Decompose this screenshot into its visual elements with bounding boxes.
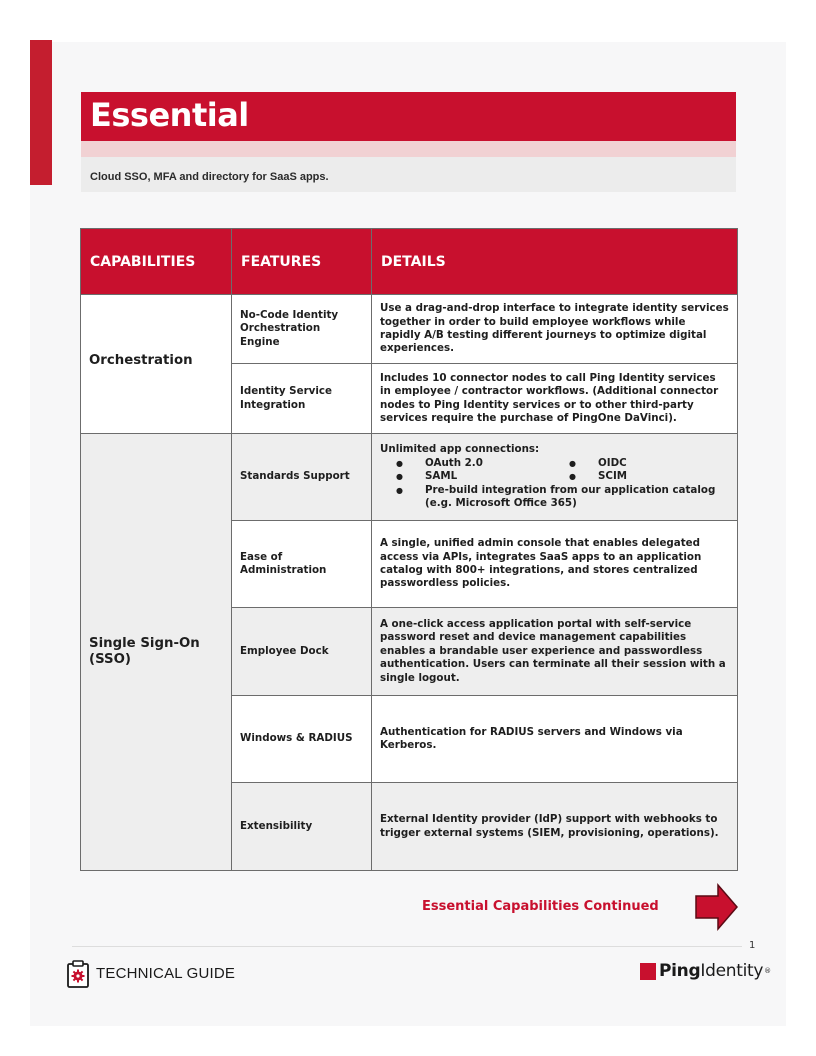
footer-divider xyxy=(72,946,742,947)
bullet-catalog: ● Pre-build integration from our application catalog (e.g. Microsoft Office 365) xyxy=(380,484,729,511)
feature-cell: Standards Support xyxy=(232,434,372,521)
continue-link[interactable]: Essential Capabilities Continued xyxy=(422,899,659,914)
feature-label: Ease of Administration xyxy=(240,550,327,576)
capability-cell xyxy=(81,295,232,434)
header-details: DETAILS xyxy=(372,229,738,295)
feature-cell: Extensibility xyxy=(232,783,372,871)
header-features: FEATURES xyxy=(232,229,372,295)
bullet-row xyxy=(380,470,729,483)
feature-cell: Windows & RADIUS xyxy=(232,696,372,783)
details-cell: Use a drag-and-drop interface to integrate identity services together in order to build employee workflows while rapidly A/B testing different journeys to optimize digital experiences. xyxy=(372,295,738,364)
feature-cell: No-Code Identity Orchestration Engine xyxy=(232,295,372,364)
feature-cell: Employee Dock xyxy=(232,608,372,696)
side-accent-bar xyxy=(30,40,52,185)
capability-cell xyxy=(81,434,232,871)
bullet-oauth: ● OAuth 2.0 xyxy=(380,457,569,470)
capability-label: Orchestration xyxy=(89,353,193,368)
feature-cell xyxy=(232,521,372,608)
header-capabilities: CAPABILITIES xyxy=(81,229,232,295)
right-arrow-icon[interactable] xyxy=(694,882,740,932)
ping-identity-logo xyxy=(640,961,771,981)
technical-guide-label: TECHNICAL GUIDE xyxy=(96,965,236,982)
feature-cell: Identity Service Integration xyxy=(232,364,372,434)
title-band xyxy=(81,92,736,141)
bullet-row xyxy=(380,457,729,470)
bullet-saml: ● SAML xyxy=(380,470,569,483)
table-row xyxy=(81,295,738,364)
page-title: Essential xyxy=(90,96,249,134)
logo-registered-mark: ® xyxy=(764,967,772,975)
details-cell: Authentication for RADIUS servers and Windows via Kerberos. xyxy=(372,696,738,783)
logo-ping-text: Ping xyxy=(659,961,701,981)
details-cell: External Identity provider (IdP) support with webhooks to trigger external systems (SIEM, provisioning, operations). xyxy=(372,783,738,871)
details-cell: A one-click access application portal with self-service password reset and device management capabilities enables a brandable user experience and passwordless authentication. Users can terminate all their session with a single logout. xyxy=(372,608,738,696)
page-number: 1 xyxy=(749,940,756,951)
subtitle-band xyxy=(81,157,736,192)
page-subtitle: Cloud SSO, MFA and directory for SaaS apps. xyxy=(90,171,329,183)
table-header-row xyxy=(81,229,738,295)
bullet-scim: ● SCIM xyxy=(569,470,627,483)
title-strip xyxy=(81,141,736,157)
details-cell xyxy=(372,434,738,521)
bullet-oidc: ● OIDC xyxy=(569,457,627,470)
table-row xyxy=(81,434,738,521)
capability-label: Single Sign-On (SSO) xyxy=(89,636,200,667)
clipboard-gear-icon xyxy=(66,960,90,988)
standards-intro: Unlimited app connections: xyxy=(380,443,540,456)
details-cell: A single, unified admin console that enables delegated access via APIs, integrates SaaS apps to an application catalog with 800+ integrations, and stores centralized passwordless policies. xyxy=(372,521,738,608)
capabilities-table xyxy=(80,228,738,871)
details-cell: Includes 10 connector nodes to call Ping Identity services in employee / contractor workflows. (Additional connector nodes to Ping Identity services or to other third-party services require the purchase of PingOne DaVinci). xyxy=(372,364,738,434)
ping-logo-square-icon xyxy=(640,963,656,980)
logo-identity-text: Identity xyxy=(700,961,764,981)
